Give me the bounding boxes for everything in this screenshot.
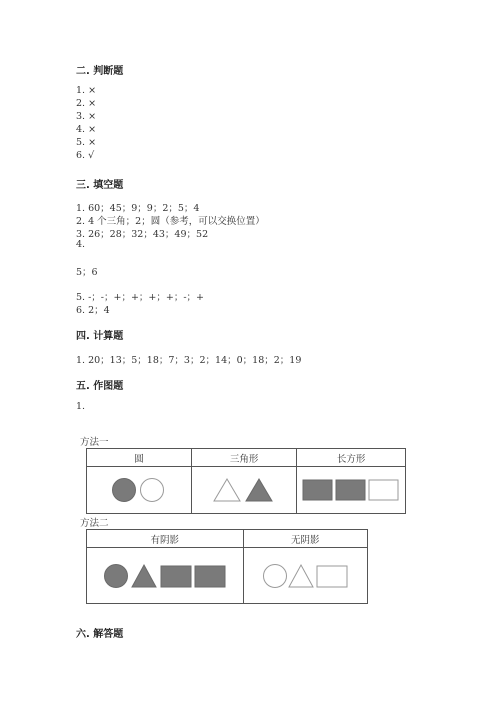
shaded-triangle (246, 479, 272, 501)
method-one-table (86, 448, 406, 514)
fill-answer-5: 5. -；-；+；+；+；+；-；+ (76, 292, 205, 303)
judgement-answer-5: 5. × (76, 137, 97, 148)
judgement-answer-4: 4. × (76, 124, 97, 135)
method-two-label: 方法二 (80, 518, 109, 529)
outline-rectangle (317, 566, 347, 587)
shaded-shapes (103, 563, 227, 589)
section-heading-drawing: 五. 作图题 (76, 381, 124, 392)
triangle-shapes (213, 476, 275, 504)
calculation-answer-1: 1. 20；13；5；18；7；3；2；14；0；18；2；19 (76, 355, 302, 366)
shaded-circle (104, 564, 127, 587)
fill-answer-2: 2. 4 个三角；2；圆（参考，可以交换位置） (76, 216, 265, 227)
shaded-rectangle-1 (303, 480, 332, 500)
section-heading-calculation: 四. 计算题 (76, 331, 124, 342)
section-heading-word-problems: 六. 解答题 (76, 629, 124, 640)
shaded-rectangle-1 (161, 566, 191, 587)
method-one-header-rectangle: 长方形 (297, 449, 406, 467)
method-two-table (86, 529, 368, 604)
shaded-circle (113, 479, 136, 502)
shaded-rectangle-2 (195, 566, 225, 587)
section-heading-judgement: 二. 判断题 (76, 66, 124, 77)
fill-answer-6: 6. 2；4 (76, 305, 110, 316)
rectangle-shapes (302, 478, 400, 502)
method-two-header-unshaded: 无阴影 (243, 530, 367, 548)
outline-triangle (214, 479, 240, 501)
judgement-answer-3: 3. × (76, 111, 97, 122)
outline-circle (264, 564, 287, 587)
method-two-shaded-cell (87, 548, 244, 604)
method-one-rectangle-cell (297, 467, 406, 514)
judgement-answer-6: 6. √ (76, 150, 95, 161)
section-heading-fill-blank: 三. 填空题 (76, 180, 124, 191)
outline-circle (141, 479, 164, 502)
unshaded-shapes (262, 563, 348, 589)
method-one-header-triangle: 三角形 (192, 449, 297, 467)
method-one-triangle-cell (192, 467, 297, 514)
method-one-label: 方法一 (80, 437, 109, 448)
outline-rectangle (369, 480, 398, 500)
method-two-header-shaded: 有阴影 (87, 530, 244, 548)
fill-answer-3: 3. 26；28；32；43；49；52 (76, 229, 209, 240)
judgement-answer-2: 2. × (76, 98, 97, 109)
shaded-triangle (132, 565, 156, 587)
judgement-answer-1: 1. × (76, 85, 97, 96)
method-one-header-circle: 圆 (87, 449, 192, 467)
outline-triangle (289, 565, 313, 587)
fill-answer-1: 1. 60；45；9；9；2；5；4 (76, 203, 200, 214)
method-two-unshaded-cell (243, 548, 367, 604)
fill-answer-4-values: 5；6 (76, 267, 98, 278)
circle-shapes (111, 476, 167, 504)
method-one-circle-cell (87, 467, 192, 514)
drawing-item-1: 1. (76, 401, 86, 412)
fill-answer-4: 4. (76, 239, 86, 250)
shaded-rectangle-2 (336, 480, 365, 500)
